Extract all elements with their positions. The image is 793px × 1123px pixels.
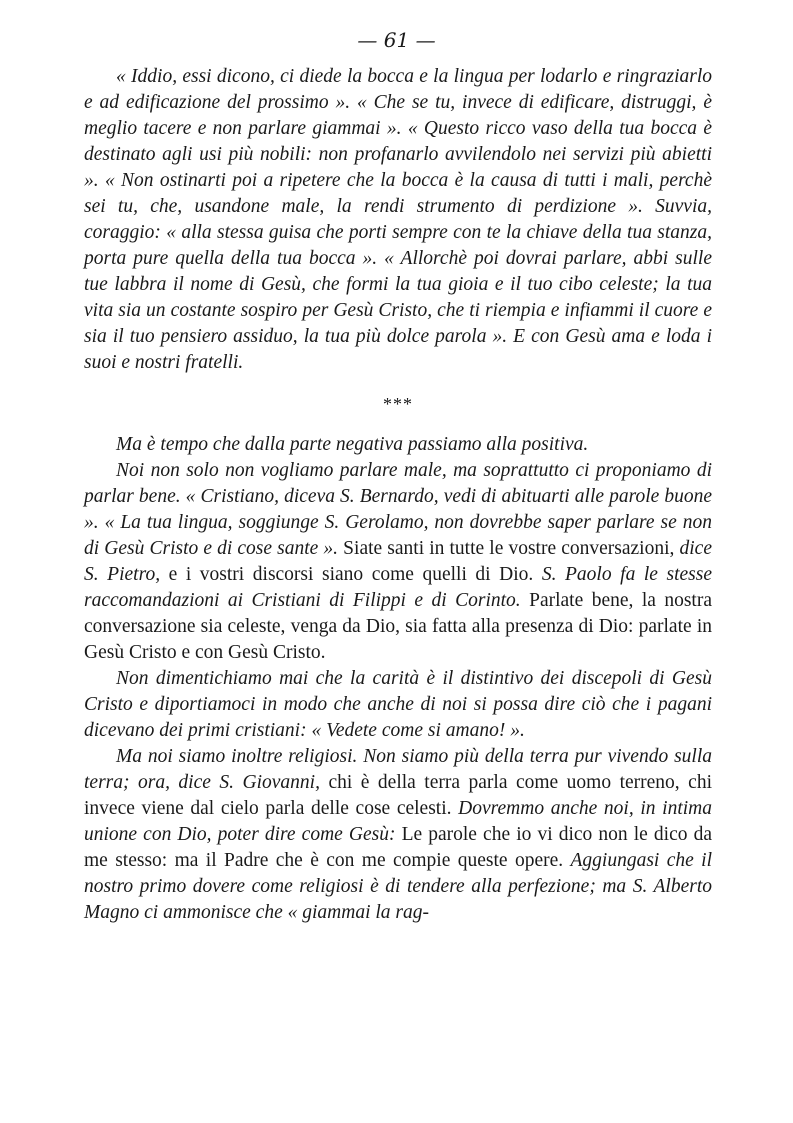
text-run: chi è della terra parla come uomo terreno, chi invece viene dal cielo parla delle cose celesti. [84,772,712,819]
page-number: — 61 — [357,28,436,52]
italic-text-run: « Iddio, essi dicono, ci diede la bocca e la lingua per lodarlo e ringraziarlo e ad edificazione del prossimo ». « Che se tu, invece di edificare, distruggi, è meglio tacere e non parlare giammai ». « Questo ricco vaso della tua bocca è destinato agli usi più nobili: non profanarlo avvilendolo nei servizi più abietti ». « Non ostinarti poi a ripetere che la bocca è la causa di tutti i mali, perchè sei tu, che, usandone male, la rendi strumento di perdizione ». Suvvia, coraggio: « alla stessa guisa che porti sempre con te la chiave della tua stanza, porta pure quella della tua bocca ». « Allorchè poi dovrai parlare, abbi sulle tue labbra il nome di Gesù, che formi la tua gioia e il tuo cibo celeste; la tua vita sia un costante sospiro per Gesù Cristo, che ti riempia e infiammi il cuore e sia il tuo pensiero assiduo, la tua più dolce parola ». E con Gesù ama e loda i suoi e nostri fratelli. [84,66,712,373]
italic-text-run: Ma noi siamo inoltre religiosi. Non siamo più della terra pur vivendo sulla terra; ora, dice S. Giovanni, [84,746,712,793]
text-run: Siate santi in tutte le vostre conversazioni, [338,538,680,559]
text-column [84,64,712,926]
italic-text-run: Aggiungasi che il nostro primo dovere come religiosi è di tendere alla perfezione; ma S. Alberto Magno ci ammonisce che « giammai la rag- [84,850,712,923]
section-separator: *** [383,394,413,414]
paragraph [84,458,712,666]
text-block-1 [84,64,712,376]
italic-text-run: dice S. Pietro, [84,538,712,585]
paragraph [84,432,712,458]
paragraph [84,744,712,926]
paragraph [84,666,712,744]
text-run: e i vostri discorsi siano come quelli di Dio. [160,564,542,585]
italic-text-run: S. Paolo fa le stesse raccomandazioni ai Cristiani di Filippi e di Corinto. [84,564,712,611]
text-run: Parlate bene, la nostra conversazione sia celeste, venga da Dio, sia fatta alla presenza di Dio: parlate in Gesù Cristo e con Gesù Cristo. [84,590,712,663]
text-block-2 [84,432,712,926]
italic-text-run: Non dimentichiamo mai che la carità è il distintivo dei discepoli di Gesù Cristo e diportiamoci in modo che anche di noi si possa dire ciò che i pagani dicevano dei primi cristiani: « Vedete come si amano! ». [84,668,712,741]
italic-text-run: Noi non solo non vogliamo parlare male, ma soprattutto ci proponiamo di parlar bene. « Cristiano, diceva S. Bernardo, vedi di abituarti alle parole buone ». « La tua lingua, soggiunge S. Gerolamo, non dovrebbe saper parlare se non di Gesù Cristo e di cose sante ». [84,460,712,559]
italic-text-run: Ma è tempo che dalla parte negativa passiamo alla positiva. [116,434,589,455]
paragraph [84,64,712,376]
italic-text-run: Dovremmo anche noi, in intima unione con Dio, poter dire come Gesù: [84,798,712,845]
text-run: Le parole che io vi dico non le dico da me stesso: ma il Padre che è con me compie queste opere. [84,824,712,871]
